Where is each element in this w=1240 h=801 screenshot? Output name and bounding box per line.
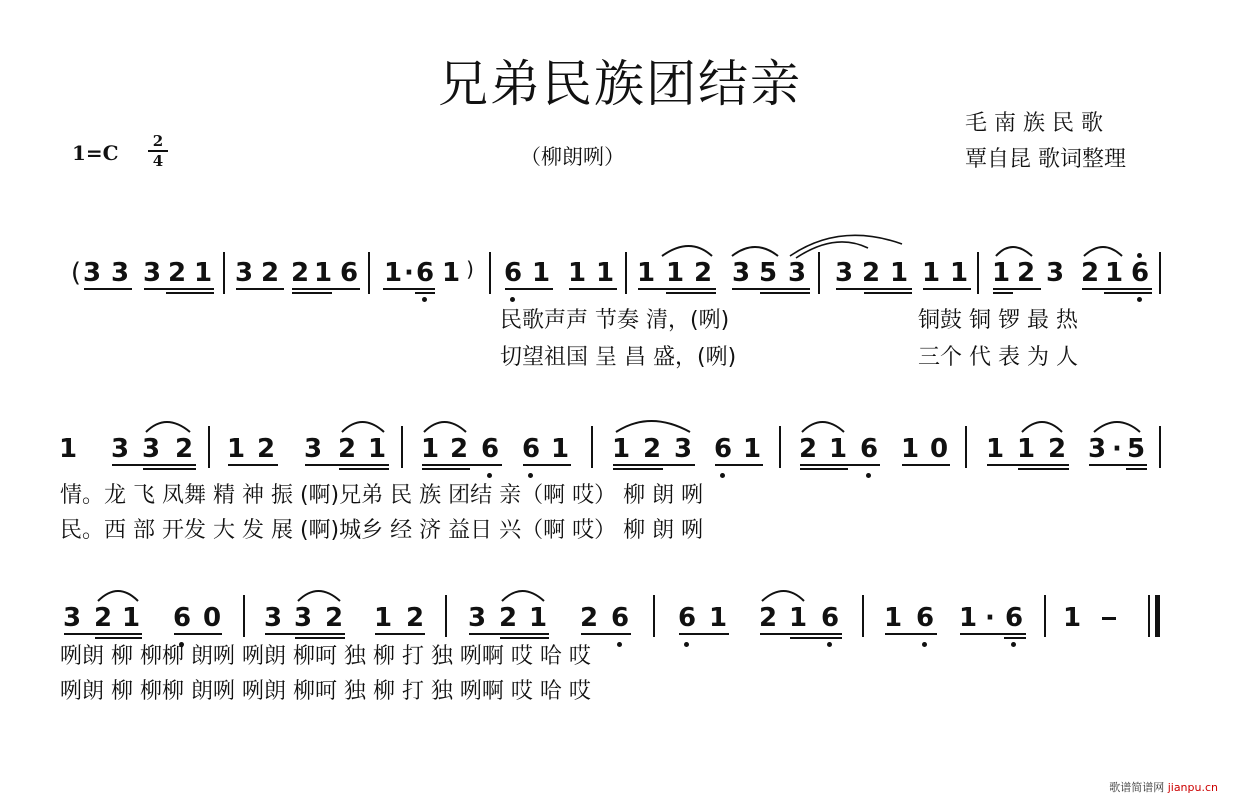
note: 6	[713, 434, 733, 464]
note: 2	[798, 434, 818, 464]
note: 2	[290, 258, 310, 288]
note: 6	[521, 434, 541, 464]
note: 1	[121, 603, 141, 633]
lyric-verse2: 民。西 部 开发 大 发 展 (啊)城乡 经 济 益日 兴（啊 哎） 柳 朗 咧	[60, 518, 704, 543]
note: 1	[611, 434, 631, 464]
lyric-verse1-b: 铜鼓 铜 锣 最 热	[918, 308, 1078, 333]
note: 2	[324, 603, 344, 633]
note: 6	[1004, 603, 1024, 633]
note: 2	[498, 603, 518, 633]
note: 3	[1045, 258, 1065, 288]
note: 2	[758, 603, 778, 633]
note: 3	[787, 258, 807, 288]
note: 1	[367, 434, 387, 464]
note: 1	[636, 258, 656, 288]
note: 3	[1087, 434, 1107, 464]
lyric-verse2-b: 三个 代 表 为 人	[918, 345, 1078, 370]
note: 1	[828, 434, 848, 464]
note: 0	[202, 603, 222, 633]
note: 1	[921, 258, 941, 288]
note: 1	[420, 434, 440, 464]
note: 1	[58, 434, 78, 464]
note: 1	[226, 434, 246, 464]
note: 6	[859, 434, 879, 464]
time-signature-bottom: 4	[152, 152, 164, 170]
dot-rhythm: ·	[985, 603, 995, 633]
paren-close: )	[466, 257, 474, 281]
note: 6	[820, 603, 840, 633]
subtitle: （柳朗咧）	[520, 145, 625, 169]
note: 3	[293, 603, 313, 633]
note: 1	[441, 258, 461, 288]
note: 1	[665, 258, 685, 288]
note: 1	[788, 603, 808, 633]
note: 2	[693, 258, 713, 288]
watermark	[1109, 779, 1218, 795]
note: 1	[958, 603, 978, 633]
watermark-domain: jianpu.cn	[1167, 781, 1218, 794]
note: 1	[313, 258, 333, 288]
lyric-verse1: 咧朗 柳 柳柳 朗咧 咧朗 柳呵 独 柳 打 独 咧啊 哎 哈 哎	[60, 644, 591, 669]
note: 2	[449, 434, 469, 464]
paren-open: (	[70, 258, 82, 288]
origin-credit: 毛 南 族 民 歌	[965, 111, 1103, 136]
note: 2	[405, 603, 425, 633]
key-signature: 1=C	[72, 141, 119, 165]
note: 1	[949, 258, 969, 288]
watermark-site: 歌谱简谱网	[1109, 781, 1165, 794]
note: 1	[373, 603, 393, 633]
note: 6	[480, 434, 500, 464]
note: 6	[915, 603, 935, 633]
note: 2	[256, 434, 276, 464]
note: 2	[174, 434, 194, 464]
note: 1	[193, 258, 213, 288]
note: 3	[834, 258, 854, 288]
note: 3	[110, 258, 130, 288]
note: 1	[567, 258, 587, 288]
note: 1	[883, 603, 903, 633]
note: 3	[62, 603, 82, 633]
note: 2	[167, 258, 187, 288]
note: 1	[985, 434, 1005, 464]
lyric-verse2: 咧朗 柳 柳柳 朗咧 咧朗 柳呵 独 柳 打 独 咧啊 哎 哈 哎	[60, 679, 591, 704]
note: 3	[234, 258, 254, 288]
lyric-verse2-a: 切望祖国 呈 昌 盛，(咧)	[500, 345, 737, 370]
note: 1	[531, 258, 551, 288]
note: 1	[595, 258, 615, 288]
note: 5	[1126, 434, 1146, 464]
lyric-verse1-a: 民歌声声 节奏 清，(咧)	[500, 308, 730, 333]
note: 3	[110, 434, 130, 464]
note: 1	[1016, 434, 1036, 464]
note: 2	[337, 434, 357, 464]
note: 1	[991, 258, 1011, 288]
note: 1	[383, 258, 403, 288]
note: 1	[528, 603, 548, 633]
note: 1	[550, 434, 570, 464]
note: 2	[579, 603, 599, 633]
lyric-verse1: 情。龙 飞 凤舞 精 神 振 (啊)兄弟 民 族 团结 亲（啊 哎） 柳 朗 咧	[60, 483, 704, 508]
time-signature-top: 2	[152, 132, 164, 150]
note: 6	[1130, 258, 1150, 288]
note: 1	[900, 434, 920, 464]
note: 2	[260, 258, 280, 288]
note: 1	[1062, 603, 1082, 633]
note: 3	[731, 258, 751, 288]
note: 3	[303, 434, 323, 464]
note: 2	[1080, 258, 1100, 288]
note: 0	[929, 434, 949, 464]
note: 6	[415, 258, 435, 288]
note: 3	[263, 603, 283, 633]
song-title: 兄弟民族团结亲	[438, 55, 802, 113]
note: 3	[467, 603, 487, 633]
note: 1	[1104, 258, 1124, 288]
note: 6	[610, 603, 630, 633]
note: 3	[673, 434, 693, 464]
note: 6	[339, 258, 359, 288]
dot-rhythm: ·	[404, 258, 414, 288]
note: 2	[93, 603, 113, 633]
note: 3	[142, 258, 162, 288]
arranger-credit: 覃自昆 歌词整理	[965, 147, 1126, 172]
note: 3	[82, 258, 102, 288]
note: 3	[141, 434, 161, 464]
note: 1	[889, 258, 909, 288]
note: 5	[758, 258, 778, 288]
dot-rhythm: ·	[1112, 434, 1122, 464]
note: 6	[172, 603, 192, 633]
note: 2	[861, 258, 881, 288]
note: 6	[677, 603, 697, 633]
note: 1	[708, 603, 728, 633]
note: 2	[1016, 258, 1036, 288]
note: 2	[1047, 434, 1067, 464]
note: 2	[642, 434, 662, 464]
note: 6	[503, 258, 523, 288]
note: 1	[742, 434, 762, 464]
